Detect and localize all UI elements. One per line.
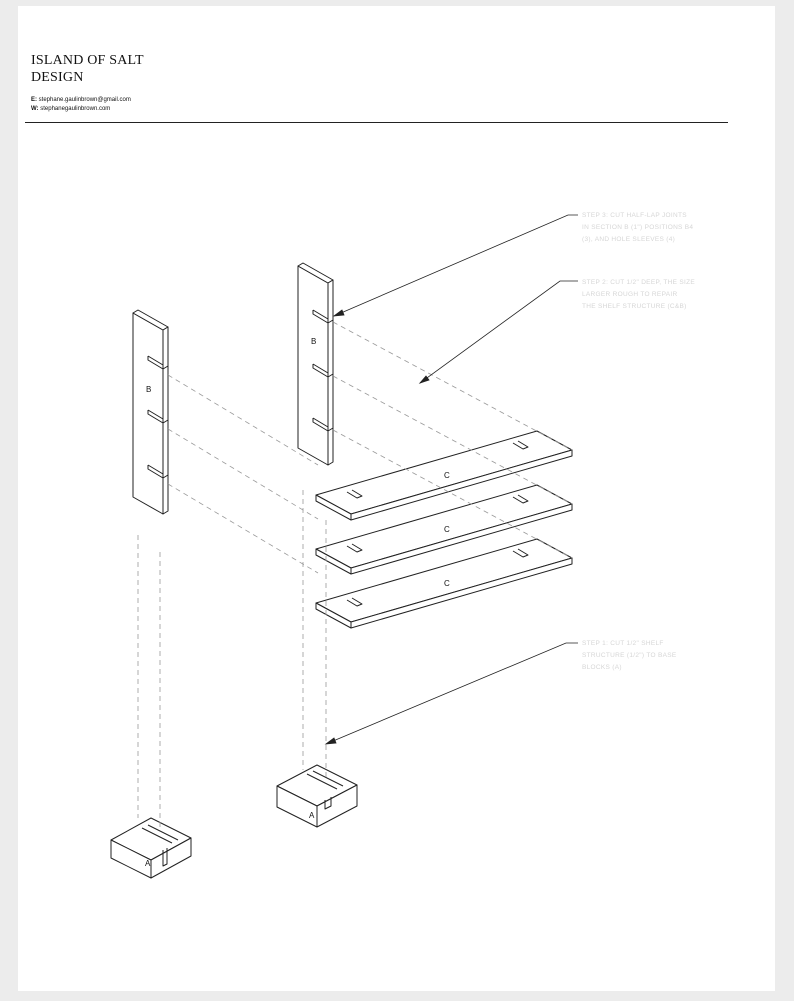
- brand-line-1: ISLAND OF SALT: [31, 53, 144, 68]
- base-block-right: [277, 765, 357, 827]
- note-step2: [582, 279, 695, 310]
- email-address: stephane.gaulinbrown@gmail.com: [38, 97, 131, 103]
- label-shelf-bottom: C: [444, 579, 450, 588]
- web-key: W:: [31, 106, 39, 112]
- label-base-left: A: [145, 859, 151, 868]
- brand-line-2: DESIGN: [31, 70, 84, 85]
- note-step2-line2: LARGER ROUGH TO REPAIR: [582, 291, 678, 298]
- label-upright-right: B: [311, 337, 317, 346]
- email-key: E:: [31, 97, 37, 103]
- note-step1: [582, 640, 677, 671]
- label-base-right: A: [309, 811, 315, 820]
- base-block-left: [111, 818, 191, 878]
- label-shelf-top: C: [444, 471, 450, 480]
- label-upright-left: B: [146, 385, 152, 394]
- note-step1-line3: BLOCKS (A): [582, 664, 622, 671]
- note-step3-line3: (3), AND HOLE SLEEVES (4): [582, 236, 676, 243]
- note-step3: [582, 212, 693, 243]
- note-step2-line3: THE SHELF STRUCTURE (C&B): [582, 303, 687, 310]
- note-step2-line1: STEP 2: CUT 1/2" DEEP, THE SIZE: [582, 279, 695, 286]
- note-step3-line1: STEP 3: CUT HALF-LAP JOINTS: [582, 212, 687, 219]
- note-step3-line2: IN SECTION B (1") POSITIONS B4: [582, 224, 694, 231]
- upright-left: [133, 310, 168, 514]
- note-step1-line1: STEP 1: CUT 1/2" SHELF: [582, 640, 664, 647]
- label-shelf-middle: C: [444, 525, 450, 534]
- web-address: stephanegaulinbrown.com: [40, 106, 111, 112]
- note-step1-line2: STRUCTURE (1/2") TO BASE: [582, 652, 677, 659]
- upright-right: [298, 263, 333, 465]
